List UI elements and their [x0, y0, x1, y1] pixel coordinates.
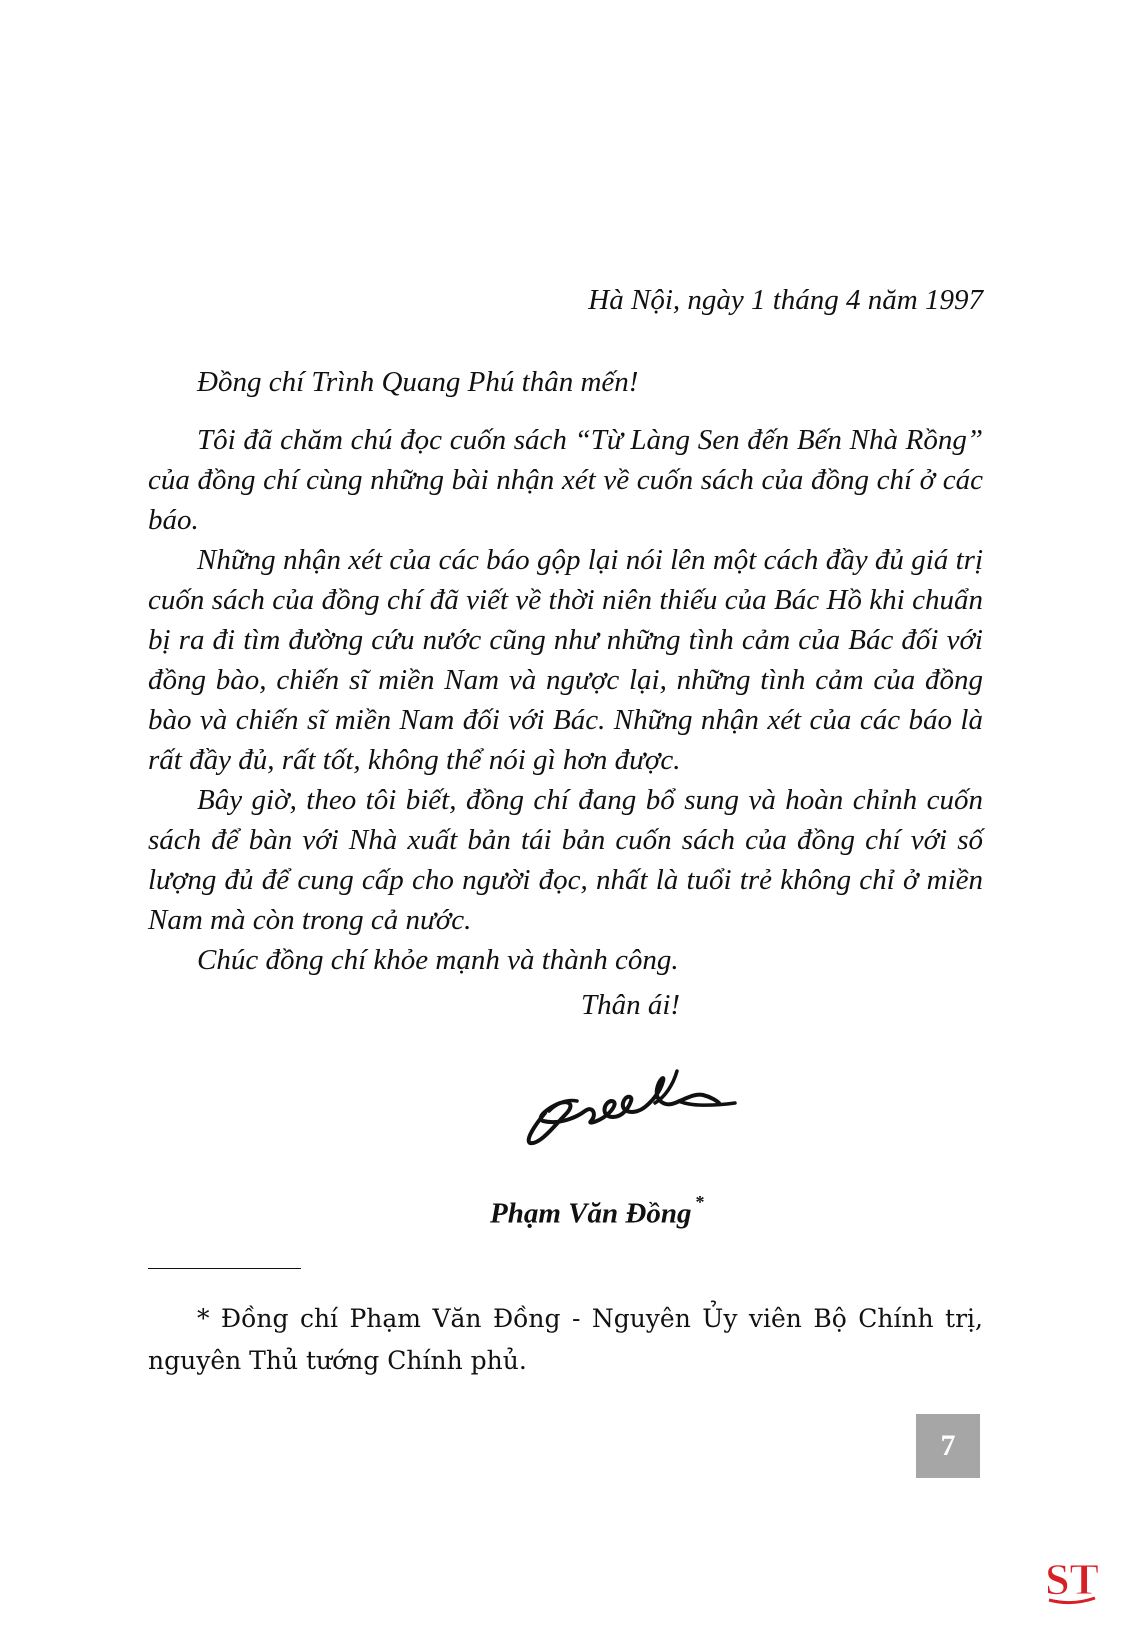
letter-paragraph-2: Những nhận xét của các báo gộp lại nói lên một cách đầy đủ giá trị cuốn sách của đồng chí đã viết về thời niên thiếu của Bác Hồ khi chuẩn bị ra đi tìm đường cứu nước cũng như những tình cảm của Bác đối với đồng bào, chiến sĩ miền Nam và ngược lại, những tình cảm của đồng bào và chiến sĩ miền Nam đối với Bác. Những nhận xét của các báo là rất đầy đủ, rất tốt, không thể nói gì hơn được.	[148, 544, 983, 776]
svg-text:ST: ST	[1045, 1555, 1099, 1604]
page-number	[916, 1414, 980, 1478]
letter-body	[148, 420, 983, 980]
footnote-text: * Đồng chí Phạm Văn Đồng - Nguyên Ủy viên Bộ Chính trị, nguyên Thủ tướng Chính phủ.	[148, 1304, 983, 1375]
footnote-marker: *	[695, 1192, 705, 1212]
letter-paragraph-4: Chúc đồng chí khỏe mạnh và thành công.	[197, 944, 679, 976]
publisher-logo-icon	[1043, 1548, 1101, 1608]
signer-name	[490, 1186, 704, 1234]
letter-salutation: Đồng chí Trình Quang Phú thân mến!	[197, 366, 639, 398]
footnote-divider	[148, 1268, 301, 1269]
letter-paragraph-1: Tôi đã chăm chú đọc cuốn sách “Từ Làng Sen đến Bến Nhà Rồng” của đồng chí cùng những bài nhận xét về cuốn sách của đồng chí ở các báo.	[148, 424, 983, 536]
letter-date: Hà Nội, ngày 1 tháng 4 năm 1997	[588, 284, 983, 316]
signer-name-text: Phạm Văn Đồng	[490, 1197, 692, 1230]
letter-paragraph-3: Bây giờ, theo tôi biết, đồng chí đang bổ sung và hoàn chỉnh cuốn sách để bàn với Nhà xuất bản tái bản cuốn sách của đồng chí với số lượng đủ để cung cấp cho người đọc, nhất là tuổi trẻ không chỉ ở miền Nam mà còn trong cả nước.	[148, 784, 983, 936]
handwritten-signature-icon	[505, 1045, 745, 1155]
letter-closing: Thân ái!	[581, 989, 681, 1021]
page-number-text: 7	[940, 1429, 956, 1462]
